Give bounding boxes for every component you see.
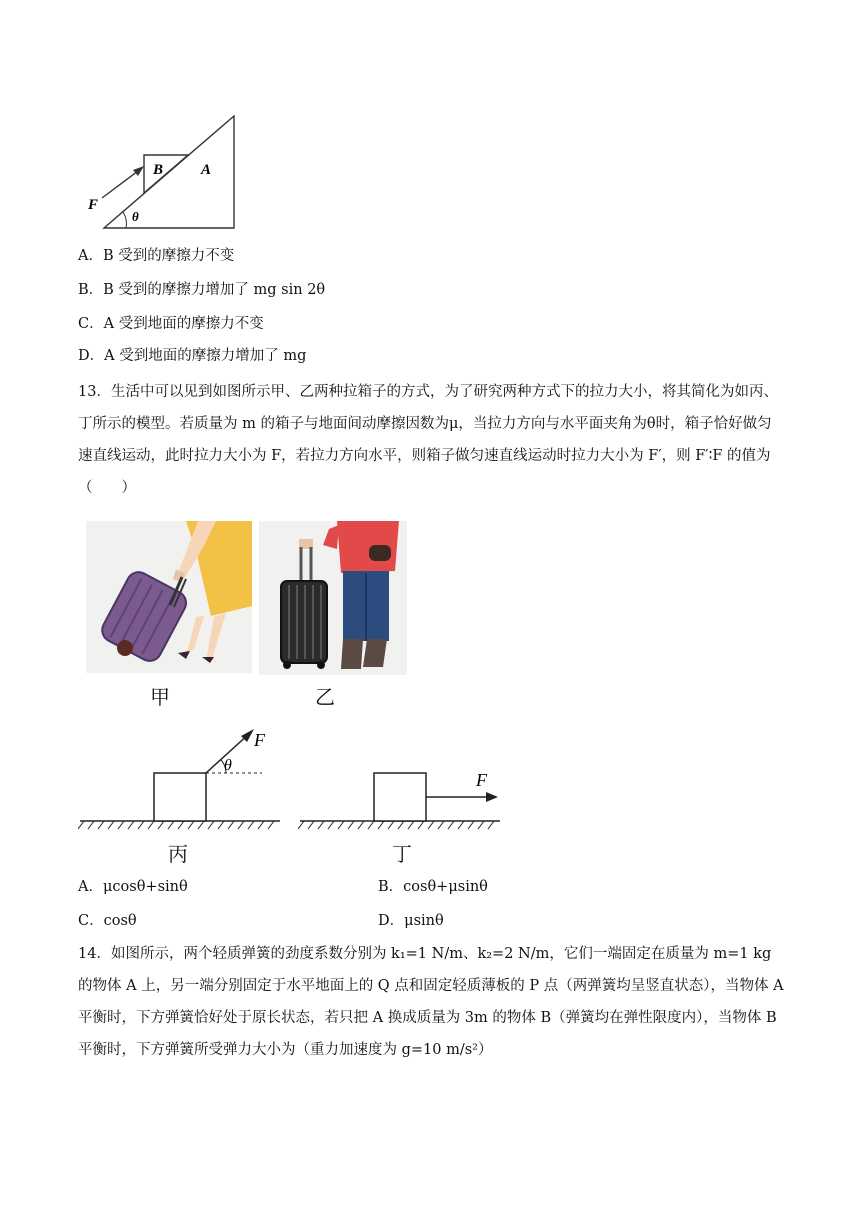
q13-option-d: D．μsinθ [378, 913, 444, 929]
q12-option-b: B．B 受到的摩擦力增加了 mg sin 2θ [78, 282, 326, 298]
q12-option-c: C．A 受到地面的摩擦力不变 [78, 316, 264, 332]
caption-ding: 丁 [392, 842, 412, 866]
q13-option-c: C．cosθ [78, 913, 137, 929]
caption-bing: 丙 [168, 842, 188, 866]
angle-arc [123, 212, 126, 228]
box [374, 773, 426, 821]
q13-option-a: A．μcosθ+sinθ [78, 879, 188, 895]
q14-stem: 14．如图所示，两个轻质弹簧的劲度系数分别为 k₁=1 N/m、k₂=2 N/m，它们一端固定在质量为 m=1 kg 的物体 A 上，另一端分别固定于水平地面上的 Q 点和固定轻质薄板的 P 点（两弹簧均呈竖直状态），当物体 A 平衡时，下方弹簧恰好处于原长状态，若只把 A 换成质量为 3m 的物体 B（弹簧均在弹性限度内），当物体 B 平衡时，下方弹簧所受弹力大小为（重力加速度为 g=10 m/s²） [78, 946, 784, 1058]
photo-yi [259, 521, 407, 675]
label-theta: θ [224, 757, 232, 774]
photo-jia [86, 521, 252, 673]
arrowhead [133, 166, 144, 176]
arrowhead [486, 792, 498, 802]
diagram-ding [298, 726, 504, 832]
label-B: B [153, 162, 164, 178]
q12-option-a: A．B 受到的摩擦力不变 [78, 248, 235, 264]
label-F: F [476, 770, 487, 790]
label-A: A [201, 162, 212, 178]
caption-yi: 乙 [315, 685, 335, 709]
block-B [144, 155, 188, 193]
label-F: F [88, 197, 99, 213]
caption-jia: 甲 [150, 685, 170, 709]
label-theta: θ [132, 209, 139, 224]
q13-stem: 13．生活中可以见到如图所示甲、乙两种拉箱子的方式，为了研究两种方式下的拉力大小，将其简化为如丙、丁所示的模型。若质量为 m 的箱子与地面间动摩擦因数为μ，当拉力方向与水平面夹角为θ时，箱子恰好做匀速直线运动，此时拉力大小为 F，若拉力方向水平，则箱子做匀速直线运动时拉力大小为 F′，则 F′∶F 的值为（ ） [78, 384, 778, 496]
q13-option-b: B．cosθ+μsinθ [378, 879, 488, 895]
box [154, 773, 206, 821]
label-F: F [254, 730, 265, 750]
q12-option-d: D．A 受到地面的摩擦力增加了 mg [78, 348, 307, 364]
diagram-bing [78, 726, 284, 832]
incline-figure [80, 112, 250, 234]
